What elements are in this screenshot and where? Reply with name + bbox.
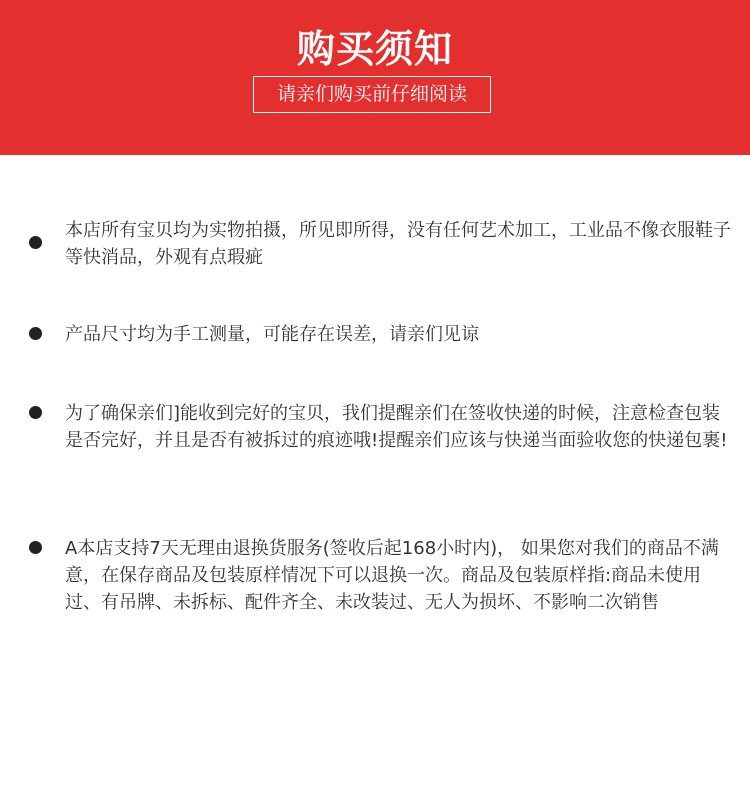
page-title: 购买须知 <box>296 27 453 71</box>
header-banner <box>0 0 750 155</box>
bullet-dot-icon <box>29 236 42 249</box>
bullet-dot-icon <box>29 541 42 554</box>
bullet-dot-icon <box>29 327 42 340</box>
notice-text: 本店所有宝贝均为实物拍摄，所见即所得，没有任何艺术加工，工业品不像衣服鞋子等快消品，外观有点瑕疵 <box>65 220 731 268</box>
bullet-dot-icon <box>29 406 42 419</box>
notice-text: 产品尺寸均为手工测量，可能存在误差，请亲们见谅 <box>65 324 479 345</box>
notice-text: A本店支持7天无理由退换货服务(签收后起168小时内)， 如果您对我们的商品不满意，在保存商品及包装原样情况下可以退换一次。商品及包装原样指:商品未使用过、有吊牌、未拆标、配件齐全、未改装过、无人为损坏、不影响二次销售 <box>65 538 719 613</box>
page-subtitle: 请亲们购买前仔细阅读 <box>253 76 491 113</box>
notice-text: 为了确保亲们]能收到完好的宝贝，我们提醒亲们在签收快递的时候，注意检查包装是否完好，并且是否有被拆过的痕迹哦!提醒亲们应该与快递当面验收您的快递包裹! <box>65 403 728 451</box>
